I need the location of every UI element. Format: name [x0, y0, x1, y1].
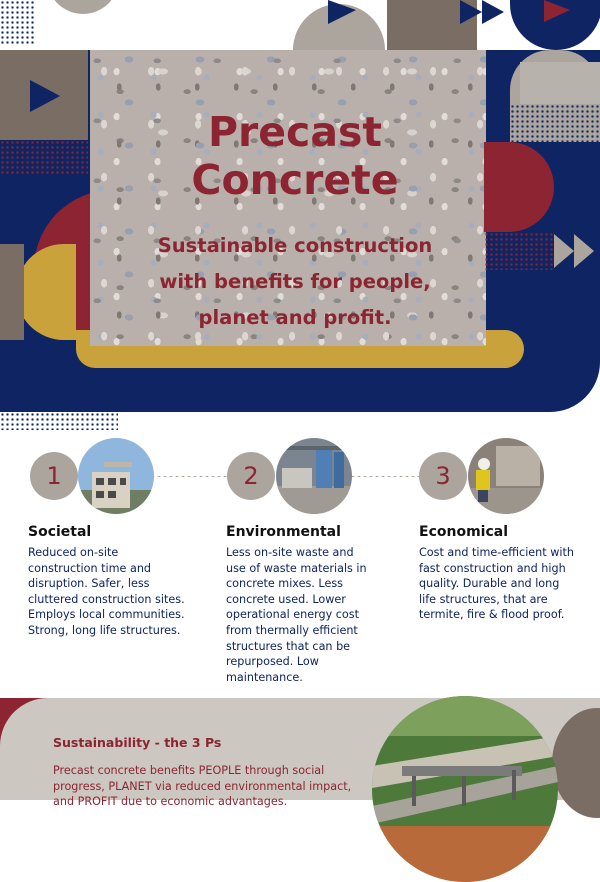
play-icon — [326, 0, 360, 26]
hero-subtitle-line1: Sustainable construction — [157, 234, 433, 257]
hero-subtitle-line3: planet and profit. — [198, 306, 392, 329]
fast-forward-icon — [458, 0, 512, 26]
highway-aerial-photo — [372, 696, 558, 882]
hero-subtitle-line2: with benefits for people, — [159, 270, 431, 293]
sustainability-text: Precast concrete benefits PEOPLE through social progress, PLANET via reduced environmental impact, and PROFIT due to economic advantages. — [53, 764, 352, 809]
hero-title — [90, 108, 500, 204]
dot-pattern-left — [0, 140, 88, 176]
hero-title-line1: Precast — [207, 108, 383, 156]
hero-title-line2: Concrete — [191, 156, 399, 204]
play-icon-left — [28, 78, 64, 114]
worker-photo-icon — [468, 438, 544, 514]
dot-pattern-bottom-left — [0, 412, 118, 430]
benefit-text-societal: Reduced on-site construction time and disruption. Safer, less cluttered construction sites. Employs local communities. Strong, long life structures. — [28, 546, 185, 637]
sustainability-heading: Sustainability - the 3 Ps — [53, 735, 222, 750]
benefit-number-1: 1 — [30, 452, 78, 500]
benefit-text-environmental: Less on-site waste and use of waste materials in concrete mixes. Less concrete used. Lower operational energy cost from thermally efficient structures that can be repurposed. Low maintenance. — [226, 546, 367, 684]
benefit-heading-societal: Societal — [28, 524, 92, 540]
play-icon-red — [540, 0, 574, 26]
connector-line-2 — [350, 475, 422, 478]
factory-photo-icon — [276, 438, 352, 514]
benefit-heading-environmental: Environmental — [226, 524, 341, 540]
building-photo-icon — [78, 438, 154, 514]
benefit-text-economical: Cost and time-efficient with fast construction and high quality. Durable and long life structures, that are termite, fire & flood proof. — [419, 546, 574, 622]
fast-forward-icon-right — [552, 232, 600, 270]
brown-strip-left — [0, 244, 24, 340]
benefit-heading-economical: Economical — [419, 524, 508, 540]
dot-pattern-right — [510, 104, 600, 142]
half-circle-decoration — [47, 0, 119, 14]
mosaic-block-right — [520, 62, 600, 104]
connector-line-1 — [150, 475, 230, 478]
benefit-number-3: 3 — [419, 452, 467, 500]
hero-subtitle — [90, 228, 500, 336]
benefit-number-2: 2 — [227, 452, 275, 500]
dot-pattern-top-left — [0, 0, 36, 46]
